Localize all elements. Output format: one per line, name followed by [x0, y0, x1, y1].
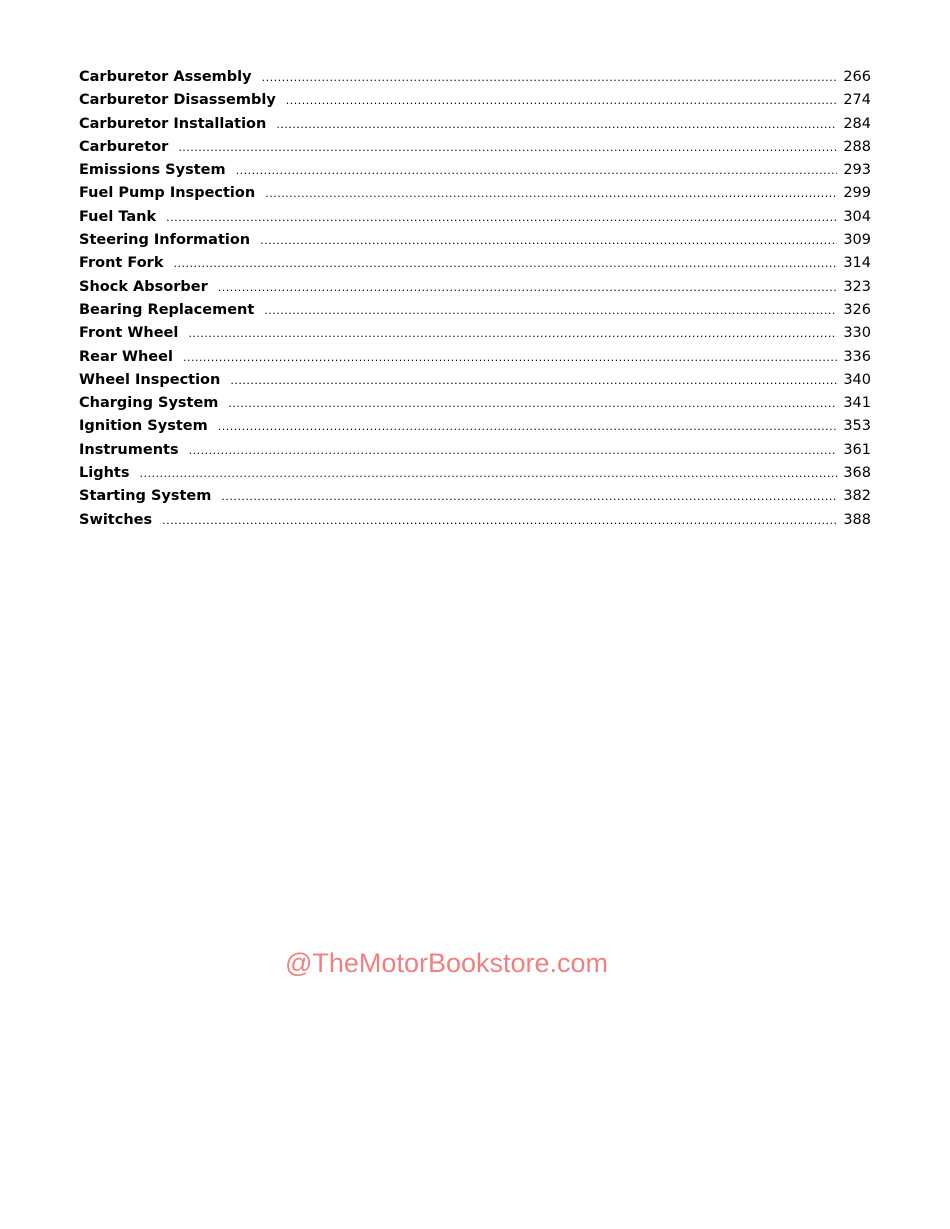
- dot-leader: [183, 346, 837, 369]
- dot-leader: [173, 252, 837, 275]
- toc-entry: [79, 276, 871, 299]
- dot-leader: [189, 439, 838, 462]
- toc-entry-title: Ignition System: [79, 418, 208, 435]
- toc-entry-title: Lights: [79, 465, 130, 482]
- dot-leader: [228, 392, 837, 415]
- dot-leader: [188, 322, 837, 345]
- toc-entry: [79, 252, 871, 275]
- toc-entry-title: Front Wheel: [79, 325, 179, 342]
- toc-entry: [79, 322, 871, 345]
- toc-entry-title: Steering Information: [79, 232, 251, 249]
- toc-entry-title: Starting System: [79, 488, 212, 505]
- dot-leader: [262, 66, 838, 89]
- toc-entry-title: Wheel Inspection: [79, 371, 221, 388]
- toc-entry-title: Carburetor Assembly: [79, 69, 252, 85]
- toc-entry-page: 326: [843, 301, 871, 318]
- dot-leader: [218, 276, 838, 299]
- toc-entry-title: Emissions System: [79, 162, 226, 179]
- toc-entry: [79, 462, 871, 485]
- toc-entry: [79, 392, 871, 415]
- dot-leader: [218, 415, 838, 438]
- toc-entry: [79, 229, 871, 252]
- toc-entry-page: 336: [843, 348, 871, 365]
- toc-entry-page: 330: [843, 325, 871, 342]
- toc-entry-title: Fuel Tank: [79, 208, 157, 225]
- dot-leader: [230, 369, 837, 392]
- toc-entry-page: 323: [843, 278, 871, 295]
- toc-entry-page: 341: [843, 395, 871, 412]
- dot-leader: [236, 159, 838, 182]
- toc-entry-page: 266: [843, 69, 871, 85]
- toc-entry-title: Carburetor: [79, 138, 169, 155]
- toc-entry-title: Fuel Pump Inspection: [79, 185, 256, 202]
- toc-entry-title: Shock Absorber: [79, 278, 208, 295]
- toc-entry-page: 293: [843, 162, 871, 179]
- toc-entry-page: 361: [843, 441, 871, 458]
- toc-entry: [79, 89, 871, 112]
- toc-entry-title: Rear Wheel: [79, 348, 173, 365]
- toc-entry-title: Front Fork: [79, 255, 164, 272]
- toc-entry: [79, 439, 871, 462]
- toc-entry-page: 299: [843, 185, 871, 202]
- dot-leader: [286, 89, 838, 112]
- dot-leader: [162, 509, 837, 532]
- watermark-text: @TheMotorBookstore.com: [285, 948, 609, 978]
- toc-entry-page: 353: [843, 418, 871, 435]
- toc-entry: [79, 415, 871, 438]
- toc-entry-page: 284: [843, 115, 871, 132]
- toc-entry: [79, 66, 871, 89]
- toc-entry-title: Instruments: [79, 441, 179, 458]
- toc-entry-page: 388: [843, 511, 871, 528]
- toc-entry: [79, 136, 871, 159]
- toc-entry: [79, 369, 871, 392]
- toc-entry-title: Charging System: [79, 395, 219, 412]
- dot-leader: [260, 229, 837, 252]
- toc-entry: [79, 346, 871, 369]
- toc-entry: [79, 159, 871, 182]
- toc-entry-page: 288: [843, 138, 871, 155]
- toc-entry-page: 314: [843, 255, 871, 272]
- toc-entry-page: 274: [843, 92, 871, 109]
- toc-entry-title: Carburetor Installation: [79, 115, 267, 132]
- toc-entry-page: 340: [843, 371, 871, 388]
- toc-entry-title: Switches: [79, 511, 153, 528]
- dot-leader: [264, 299, 837, 322]
- dot-leader: [139, 462, 837, 485]
- toc-entry: [79, 299, 871, 322]
- table-of-contents: [79, 66, 871, 532]
- dot-leader: [178, 136, 837, 159]
- toc-entry-page: 309: [843, 232, 871, 249]
- toc-entry: [79, 206, 871, 229]
- toc-entry-title: Bearing Replacement: [79, 301, 255, 318]
- toc-entry-page: 304: [843, 208, 871, 225]
- toc-entry: [79, 485, 871, 508]
- toc-entry-page: 382: [843, 488, 871, 505]
- dot-leader: [265, 182, 837, 205]
- toc-entry: [79, 113, 871, 136]
- dot-leader: [221, 485, 837, 508]
- dot-leader: [276, 113, 837, 136]
- toc-entry-title: Carburetor Disassembly: [79, 92, 276, 109]
- dot-leader: [166, 206, 837, 229]
- toc-entry: [79, 509, 871, 532]
- toc-entry-page: 368: [843, 465, 871, 482]
- toc-entry: [79, 182, 871, 205]
